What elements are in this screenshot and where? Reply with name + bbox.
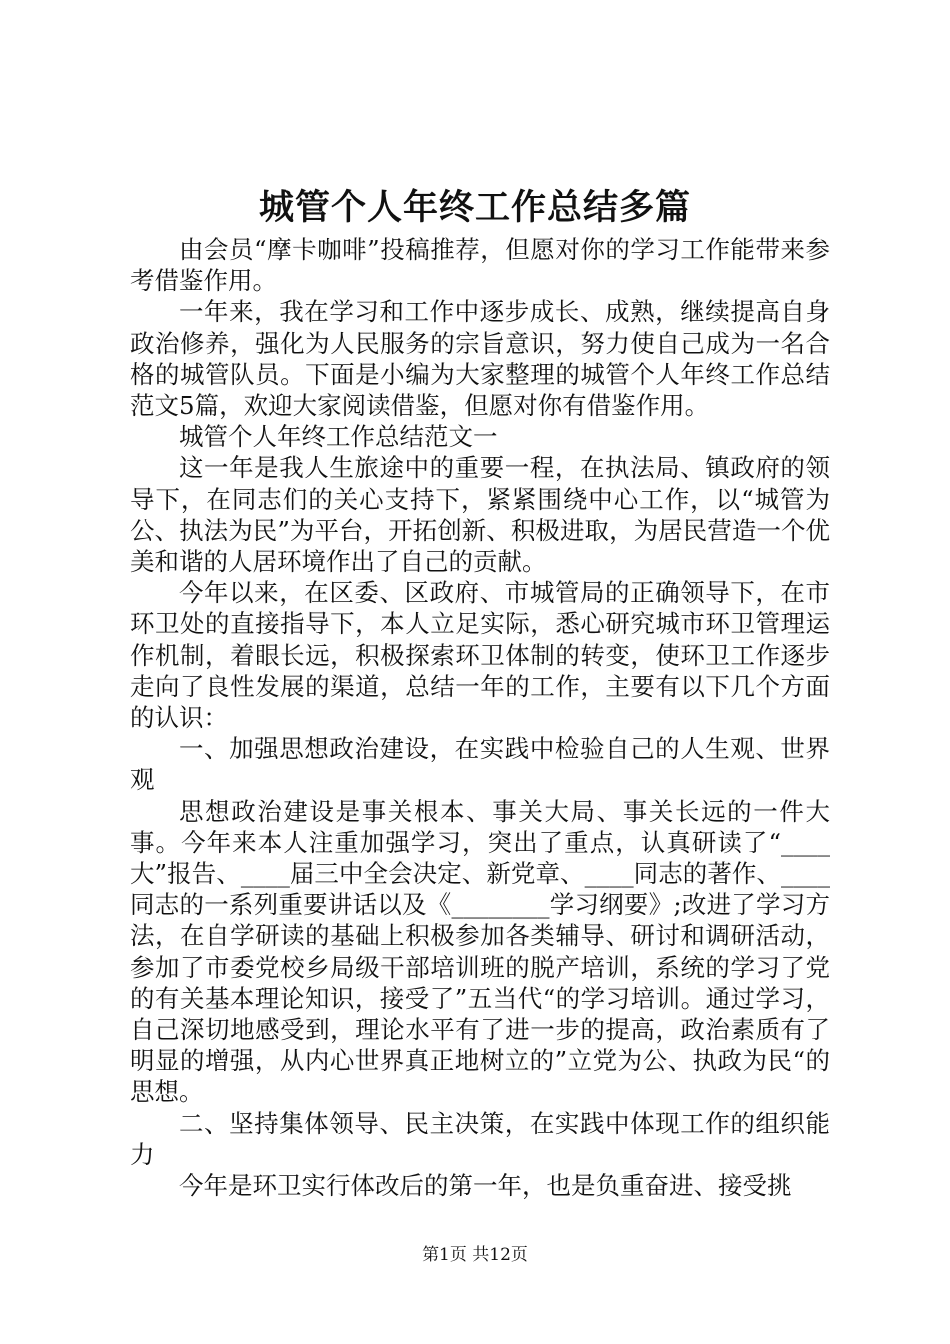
paragraph-intro: 由会员“摩卡咖啡”投稿推荐，但愿对你的学习工作能带来参考借鉴作用。 [130, 235, 830, 296]
document-body [130, 234, 830, 1201]
section-heading-one: 一、加强思想政治建设，在实践中检验自己的人生观、世界观 [130, 734, 830, 795]
section-heading-two: 二、坚持集体领导、民主决策，在实践中体现工作的组织能力 [130, 1108, 830, 1169]
section-heading-sample-one: 城管个人年终工作总结范文一 [179, 422, 498, 452]
paragraph: 今年以来，在区委、区政府、市城管局的正确领导下，在市环卫处的直接指导下，本人立足实际，悉心研究城市环卫管理运作机制，着眼长远，积极探索环卫体制的转变，使环卫工作逐步走向了良性发展的渠道，总结一年的工作，主要有以下几个方面的认识： [130, 578, 830, 733]
paragraph-summary: 一年来，我在学习和工作中逐步成长、成熟，继续提高自身政治修养，强化为人民服务的宗旨意识，努力使自己成为一名合格的城管队员。下面是小编为大家整理的城管个人年终工作总结范文5篇，欢迎大家阅读借鉴，但愿对你有借鉴作用。 [130, 297, 830, 421]
paragraph: 今年是环卫实行体改后的第一年，也是负重奋进、接受挑 [179, 1171, 792, 1201]
paragraph: 这一年是我人生旅途中的重要一程，在执法局、镇政府的领导下，在同志们的关心支持下，紧紧围绕中心工作，以“城管为公、执法为民”为平台，开拓创新、积极进取，为居民营造一个优美和谐的人居环境作出了自己的贡献。 [130, 453, 830, 577]
document-title: 城管个人年终工作总结多篇 [258, 187, 691, 228]
page-number-footer: 第1页 共12页 [422, 1245, 528, 1265]
paragraph: 思想政治建设是事关根本、事关大局、事关长远的一件大事。今年来本人注重加强学习，突出了重点，认真研读了“____大”报告、____届三中全会决定、新党章、____同志的著作、____同志的一系列重要讲话以及《________学习纲要》;改进了学习方法，在自学研读的基础上积极参加各类辅导、研讨和调研活动，参加了市委党校乡局级干部培训班的脱产培训，系统的学习了党的有关基本理论知识，接受了”五当代“的学习培训。通过学习，自己深切地感受到，理论水平有了进一步的提高，政治素质有了明显的增强，从内心世界真正地树立的”立党为公、执政为民“的思想。 [130, 796, 830, 1107]
